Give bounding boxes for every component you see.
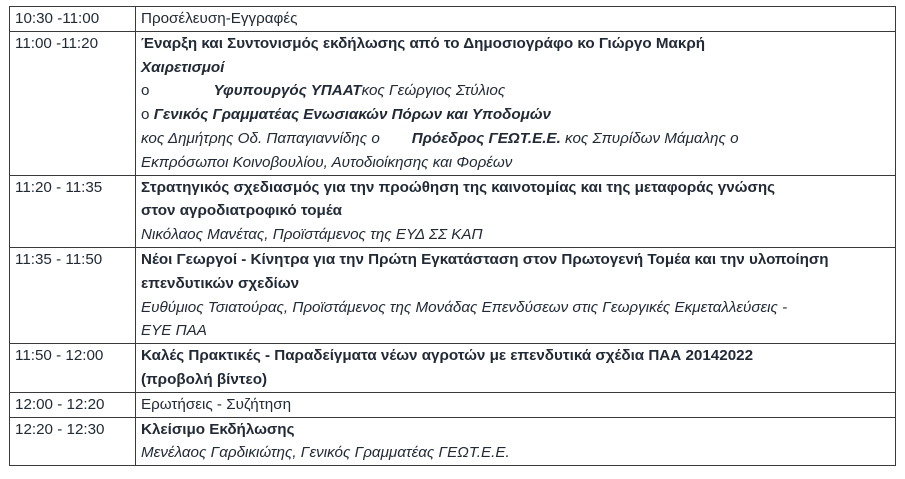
speaker: Μενέλαος Γαρδικιώτης, Γενικός Γραμματέας ΓΕΩΤ.Ε.Ε. xyxy=(141,444,510,462)
agenda-table xyxy=(9,6,896,466)
greetings-heading: Χαιρετισμοί xyxy=(141,58,225,76)
greeting-line xyxy=(141,127,891,151)
speaker-cont: ΕΥΕ ΠΑΑ xyxy=(141,322,207,340)
table-row xyxy=(10,175,896,247)
session-cell xyxy=(136,247,896,343)
session-title: Προσέλευση-Εγγραφές xyxy=(141,10,298,27)
time-cell: 12:20 - 12:30 xyxy=(10,417,136,466)
greeting-line xyxy=(141,79,891,103)
greeting-role: Γενικός Γραμματέας Ενωσιακών Πόρων και Υποδομών xyxy=(153,106,551,124)
session-title: Έναρξη και Συντονισμός εκδήλωσης από το Δημοσιογράφο κο Γιώργο Μακρή xyxy=(141,34,705,52)
session-cell xyxy=(136,417,896,466)
session-title: Ερωτήσεις - Συζήτηση xyxy=(141,395,292,413)
session-cell xyxy=(136,7,896,32)
table-row xyxy=(10,247,896,343)
bullet-marker: ο xyxy=(141,106,150,124)
time-cell: 11:35 - 11:50 xyxy=(10,247,136,343)
session-title-cont: επενδυτικών σχεδίων xyxy=(141,274,300,292)
greeting-name: κος Σπυρίδων Μάμαλης ο xyxy=(565,129,739,147)
speaker: Νικόλαος Μανέτας, Προϊστάμενος της ΕΥΔ ΣΣ ΚΑΠ xyxy=(141,226,483,244)
session-title: Νέοι Γεωργοί - Κίνητρα για την Πρώτη Εγκατάσταση στον Πρωτογενή Τομέα και την υλοποίηση xyxy=(141,250,829,268)
time-cell: 11:00 -11:20 xyxy=(10,31,136,175)
bullet-marker: ο xyxy=(141,82,150,100)
greeting-name: κος Γεώργιος Στύλιος xyxy=(361,82,506,100)
time-cell: 12:00 - 12:20 xyxy=(10,392,136,417)
session-cell xyxy=(136,392,896,417)
speaker: Ευθύμιος Τσιατούρας, Προϊστάμενος της Μονάδας Επενδύσεων στις Γεωργικές Εκμεταλλεύσεις - xyxy=(141,298,788,316)
table-row xyxy=(10,7,896,32)
greeting-role: Υφυπουργός ΥΠΑΑΤ xyxy=(213,82,362,100)
table-row xyxy=(10,392,896,417)
time-cell: 11:50 - 12:00 xyxy=(10,344,136,393)
session-title-cont: (προβολή βίντεο) xyxy=(141,370,268,388)
time-cell: 10:30 -11:00 xyxy=(10,7,136,32)
table-row xyxy=(10,31,896,175)
session-title-cont: στον αγροδιατροφικό τομέα xyxy=(141,202,343,220)
greeting-line xyxy=(141,103,891,127)
session-cell xyxy=(136,31,896,175)
session-title: Κλείσιμο Εκδήλωσης xyxy=(141,420,295,438)
table-row xyxy=(10,344,896,393)
session-title: Στρατηγικός σχεδιασμός για την προώθηση της καινοτομίας και της μεταφοράς γνώσης xyxy=(141,178,776,196)
session-title: Καλές Πρακτικές - Παραδείγματα νέων αγροτών με επενδυτικά σχέδια ΠΑΑ 20142022 xyxy=(141,347,754,365)
greeting-line: Εκπρόσωποι Κοινοβουλίου, Αυτοδιοίκησης και Φορέων xyxy=(141,153,513,171)
time-cell: 11:20 - 11:35 xyxy=(10,175,136,247)
session-cell xyxy=(136,175,896,247)
table-row xyxy=(10,417,896,466)
greeting-name: κος Δημήτρης Οδ. Παπαγιαννίδης ο xyxy=(141,129,380,147)
session-cell xyxy=(136,344,896,393)
greeting-role: Πρόεδρος ΓΕΩΤ.Ε.Ε. xyxy=(411,129,561,147)
